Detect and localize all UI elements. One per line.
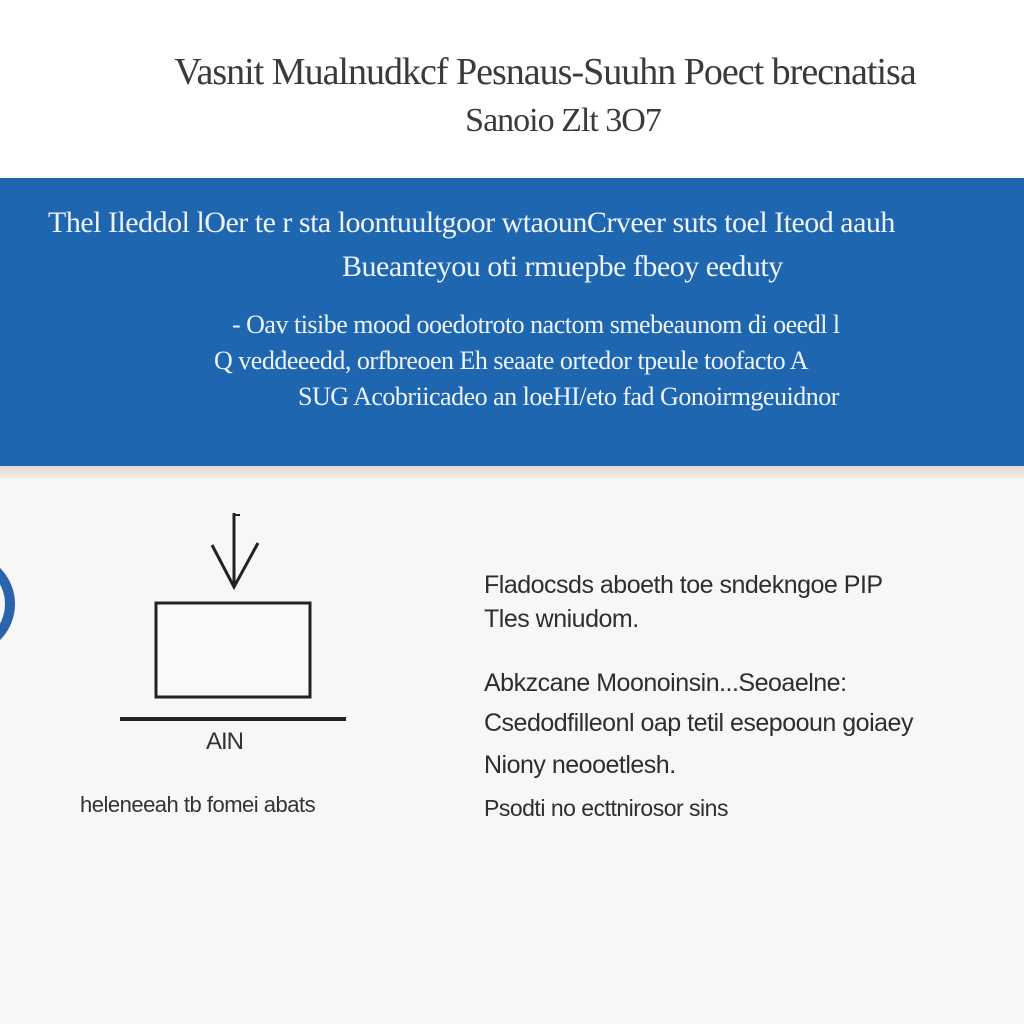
header xyxy=(0,0,1024,176)
banner-shadow xyxy=(0,466,1024,478)
down-arrow-icon xyxy=(212,513,258,587)
details-line-3: Abkzcane Moonoinsin...Seoaelne: xyxy=(484,669,847,697)
diagram-axis-label: AIN xyxy=(206,728,244,755)
page-subtitle: Sanoio Zlt 3O7 xyxy=(465,102,661,139)
banner-text-line-1: - Oav tisibe mood ooedotroto nactom smebeaunom di oeedl l xyxy=(232,310,840,339)
details-line-5: Niony neooetlesh. xyxy=(484,751,676,779)
details-line-6: Psodti no ecttnirosor sins xyxy=(484,795,728,821)
banner-heading-line-2: Bueanteyou oti rmuepbe fbeoy eeduty xyxy=(342,250,783,283)
details-line-4: Csedodfilleonl oap tetil esepooun goiaey xyxy=(484,709,913,737)
diagram-caption: heleneeah tb fomei abats xyxy=(80,792,316,817)
details-line-1: Fladocsds aboeth toe sndekngoe PIP xyxy=(484,571,883,599)
box-shape xyxy=(156,603,310,697)
circle-logo-icon xyxy=(0,548,20,660)
banner-heading-line-1: Thel Ileddol lOer te r sta loontuultgoor wtaounCrveer suts toel Iteod aauh xyxy=(48,206,895,239)
page-title: Vasnit Mualnudkcf Pesnaus-Suuhn Poect brecnatisa xyxy=(174,51,916,93)
banner-text-line-3: SUG Acobriicadeo an loeHI/eto fad Gonoirmgeuidnor xyxy=(298,382,839,411)
details-line-2: Tles wniudom. xyxy=(484,605,639,633)
load-diagram xyxy=(110,505,360,765)
banner-text-line-2: Q veddeeedd, orfbreoen Eh seaate ortedor tpeule toofacto A xyxy=(214,346,809,375)
